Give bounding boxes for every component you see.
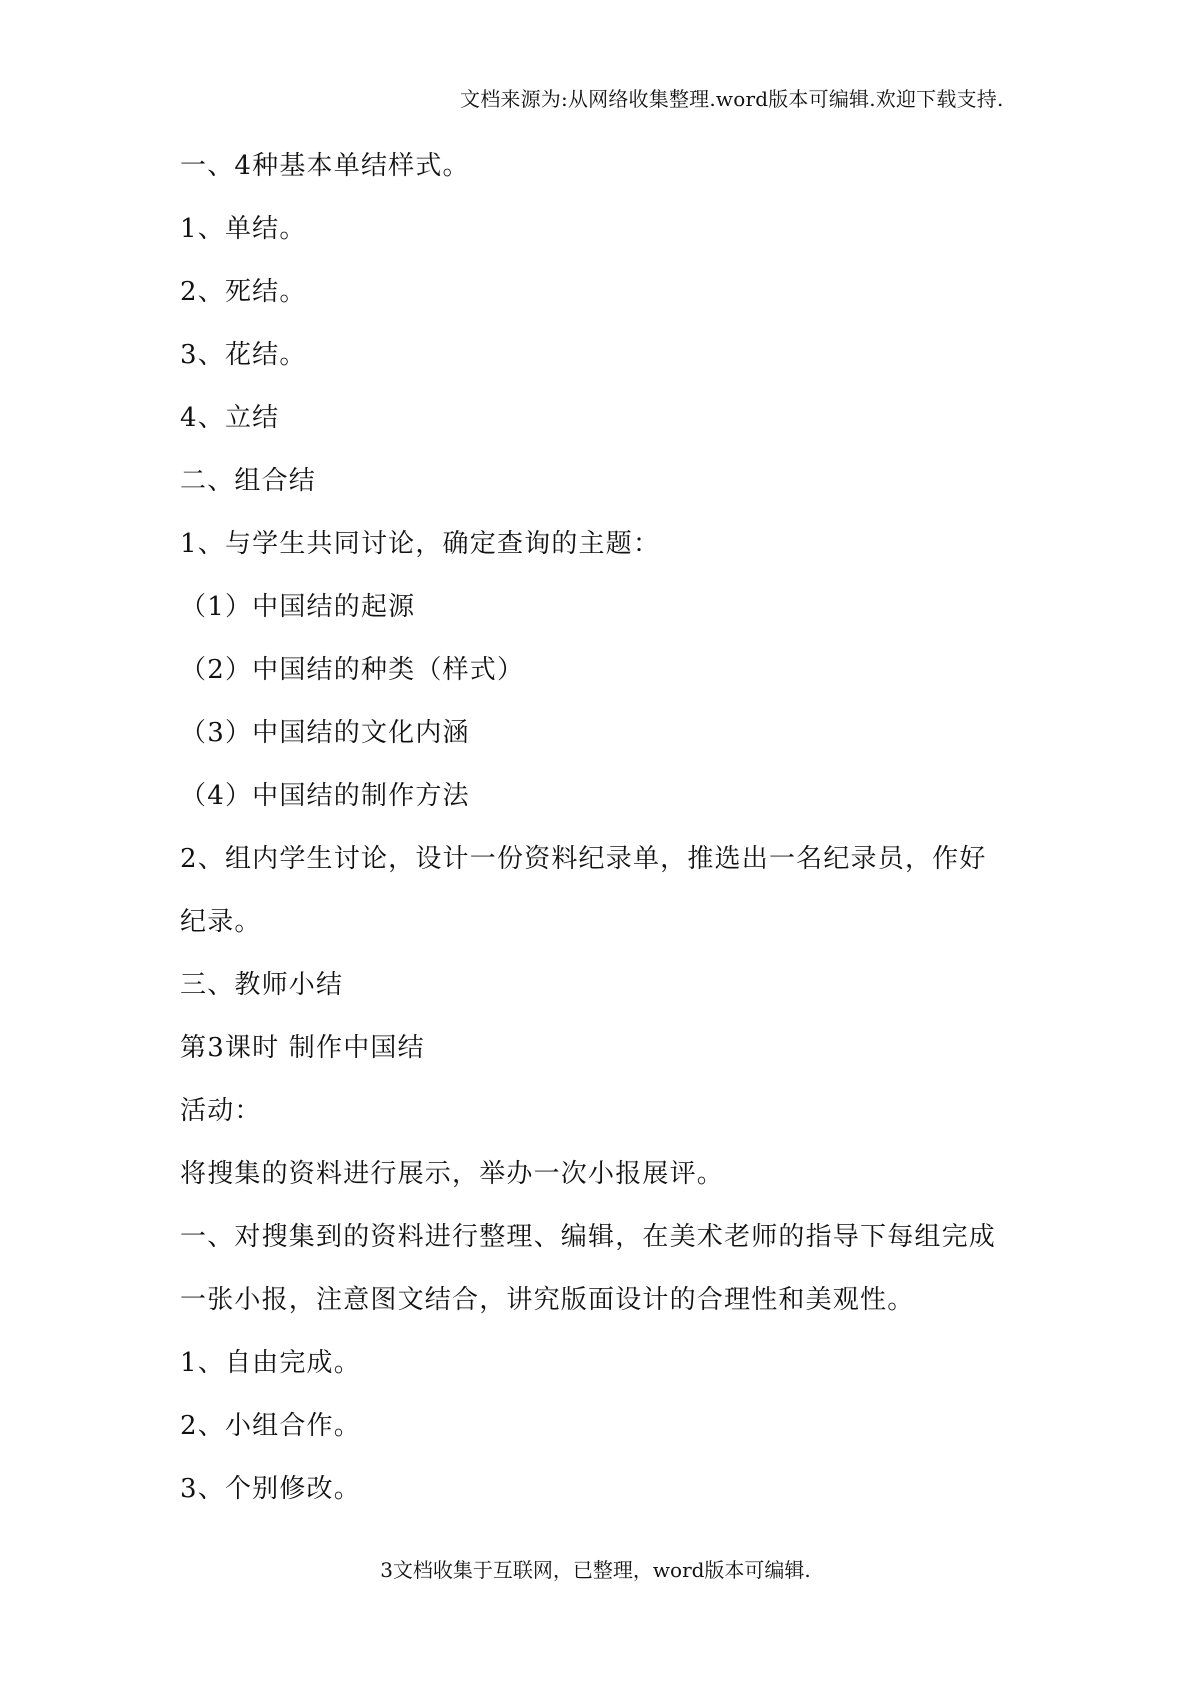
- list-item: （2）中国结的种类（样式）: [180, 655, 525, 685]
- list-item: （3）中国结的文化内涵: [180, 718, 470, 748]
- paragraph: 一、对搜集到的资料进行整理、编辑，在美术老师的指导下每组完成: [180, 1222, 997, 1252]
- list-item: （4）中国结的制作方法: [180, 781, 470, 811]
- lesson-title: 第3课时 制作中国结: [180, 1033, 425, 1063]
- section-heading-combined-knots: 二、组合结: [180, 466, 317, 496]
- document-body: [180, 149, 1020, 1535]
- paragraph: 将搜集的资料进行展示，举办一次小报展评。: [180, 1159, 725, 1189]
- activity-label: 活动：: [180, 1096, 262, 1126]
- list-item: 2、小组合作。: [180, 1411, 361, 1441]
- list-item: 1、单结。: [180, 214, 307, 244]
- list-item: （1）中国结的起源: [180, 592, 416, 622]
- paragraph-continuation: 纪录。: [180, 907, 262, 937]
- list-item: 4、立结: [180, 403, 280, 433]
- section-heading-teacher-summary: 三、教师小结: [180, 970, 344, 1000]
- paragraph: 2、组内学生讨论，设计一份资料纪录单，推选出一名纪录员，作好: [180, 844, 987, 874]
- page-footer: 3文档收集于互联网，已整理，word版本可编辑.: [380, 1558, 811, 1582]
- list-item: 1、自由完成。: [180, 1348, 361, 1378]
- list-item: 3、花结。: [180, 340, 307, 370]
- page-header: 文档来源为:从网络收集整理.word版本可编辑.欢迎下载支持.: [460, 87, 1004, 111]
- paragraph-continuation: 一张小报，注意图文结合，讲究版面设计的合理性和美观性。: [180, 1285, 915, 1315]
- section-heading-basic-knots: 一、4种基本单结样式。: [180, 151, 470, 181]
- list-item: 2、死结。: [180, 277, 307, 307]
- list-item: 3、个别修改。: [180, 1474, 361, 1504]
- paragraph: 1、与学生共同讨论，确定查询的主题：: [180, 529, 661, 559]
